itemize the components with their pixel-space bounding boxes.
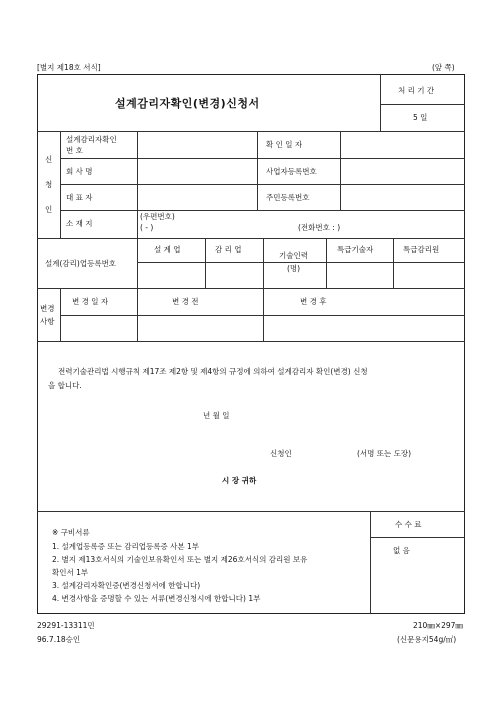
application-date: 년 월 일 [203,411,230,420]
required-doc-item: 3. 설계감리자확인증(변경신청서에 한합니다) [52,581,201,590]
special-engineer-field[interactable] [329,265,390,286]
fee-value: 없 음 [393,546,410,555]
design-business-header: 설 계 업 [154,245,181,254]
representative-label: 대 표 자 [66,193,93,202]
business-reg-field[interactable] [343,161,462,182]
divider [37,238,465,239]
divider [263,288,264,341]
supervision-reg-field[interactable] [208,265,260,286]
divider [263,238,264,288]
paper-size: 210㎜×297㎜ [413,621,463,630]
design-reg-field[interactable] [140,265,202,286]
divider [60,184,465,185]
change-after-header: 변 경 후 [300,297,327,306]
representative-field[interactable] [140,187,254,208]
change-after-field[interactable] [266,318,462,339]
application-text-1: 전력기술관리법 시행규칙 제17조 제2항 및 제4항의 규정에 의하여 설계감리자 확인(변경) 신청 [58,367,368,376]
signature-field[interactable]: (서명 또는 도장) [357,449,412,458]
divider [60,288,61,341]
special-supervisor-field[interactable] [396,265,462,286]
change-date-field[interactable] [63,318,134,339]
divider [393,238,394,288]
special-engineer-header: 특급기술자 [337,245,374,254]
change-label-1: 변경 [40,304,55,313]
processing-period-label: 처 리 기 간 [398,86,435,95]
fee-label: 수 수 료 [395,520,422,529]
special-supervisor-header: 특급감리원 [403,245,440,254]
divider [60,210,465,211]
resident-number-field[interactable] [343,187,462,208]
applicant-group-label-2: 청 [45,180,53,189]
change-date-header: 변 경 일 자 [72,297,109,306]
change-label-2: 사항 [40,317,55,326]
required-doc-item: 2. 별지 제13호서식의 기술인보유확인서 또는 별지 제26호서식의 감리원 보유 [52,555,308,564]
resident-number-label: 주민등록번호 [266,193,310,202]
divider [370,537,465,538]
tech-staff-header: 기술인력 [279,251,308,260]
divider [37,511,465,512]
phone-field[interactable]: (전화번호 : ) [298,223,341,232]
divider [340,131,341,210]
paper-type: (신문용지54g/㎡) [397,635,457,644]
change-before-field[interactable] [140,318,260,339]
processing-period-value: 5 일 [413,113,428,122]
confirm-number-label-2: 번 호 [66,146,83,155]
page-side: (앞 쪽) [432,63,455,72]
divider [380,104,465,105]
postal-code-label: (우편번호) [140,212,175,221]
confirm-number-field[interactable] [140,134,254,156]
company-name-label: 회 사 명 [66,167,93,176]
divider [37,341,465,342]
confirm-date-label: 확 인 일 자 [266,140,303,149]
divider [60,158,465,159]
required-doc-item: 4. 변경사항을 증명할 수 있는 서류(변경신청시에 한합니다) 1부 [52,594,261,603]
divider [257,131,258,210]
required-docs-title: ※ 구비서류 [52,528,90,537]
applicant-group-label-3: 인 [45,205,53,214]
divider [60,131,61,238]
company-name-field[interactable] [140,161,254,182]
application-text-2: 을 합니다. [48,381,82,390]
divider [37,288,465,289]
divider [37,131,465,132]
address-label: 소 재 지 [66,219,93,228]
applicant-group-label-1: 신 [45,155,53,164]
business-reg-label: 사업자등록번호 [266,167,317,176]
divider [137,288,138,341]
divider [370,511,371,614]
form-title: 설계감리자확인(변경)신청서 [115,97,260,110]
form-number: [별지 제18호 서식] [37,63,101,72]
tech-staff-unit: (명) [287,264,301,273]
divider [137,131,138,238]
applicant-signature-label: 신청인 [270,449,292,458]
divider [137,238,138,288]
divider [137,262,465,263]
footer-code: 29291-13311민 [37,621,95,630]
postal-code-field[interactable]: ( - ) [140,223,154,232]
divider [205,238,206,288]
supervision-business-header: 감 리 업 [215,245,242,254]
addressee: 시 장 귀하 [222,476,257,485]
divider [380,74,381,131]
registration-label: 설계(감리)업등록번호 [45,259,117,268]
required-doc-item: 1. 설계업등록증 또는 감리업등록증 사본 1부 [52,542,200,551]
confirm-number-label: 설계감리자확인 [66,135,117,144]
confirm-date-field[interactable] [343,134,462,156]
footer-approval: 96.7.18승인 [37,635,81,644]
required-doc-item: 확인서 1부 [52,568,89,577]
divider [326,238,327,288]
change-before-header: 변 경 전 [172,297,199,306]
